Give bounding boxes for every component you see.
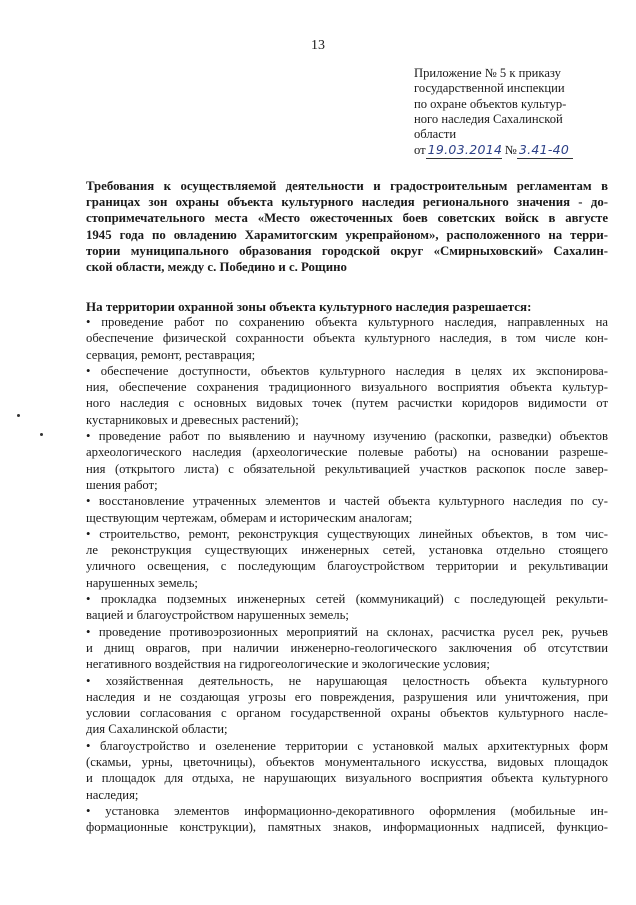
list-item — [86, 624, 608, 673]
list-item-line: сервация, ремонт, реставрация; — [86, 347, 256, 362]
list-item-line — [86, 591, 608, 607]
bullet-icon: • — [86, 624, 99, 639]
handwritten-date: 19.03.2014 — [427, 142, 503, 158]
permitted-activities-list — [86, 314, 608, 836]
list-item-line: вацией и благоустройством нарушенных земель; — [86, 608, 349, 623]
list-item — [86, 526, 608, 591]
scan-speck — [17, 414, 20, 417]
list-item-text: проведение работ по выявлению и научному изучению (раскопки, разведки) объектов — [98, 429, 608, 444]
bullet-icon: • — [86, 673, 106, 688]
bullet-icon: • — [86, 803, 106, 818]
appendix-line: области — [414, 127, 457, 142]
list-item-line: формационные конструкции), памятных знаков, информационных надписей, функцио- — [86, 820, 608, 835]
list-item-line: условии согласования с органом государственной охраны объектов культурного насле- — [86, 706, 608, 721]
list-item-line — [86, 363, 608, 379]
title-line: Требования к осуществляемой деятельности и градостроительным регламентам в — [86, 179, 608, 193]
list-item-line: археологического наследия (археологические полевые работы) на основании разреше- — [86, 445, 608, 460]
list-item-line — [86, 673, 608, 689]
list-item-line — [86, 526, 608, 542]
bullet-icon: • — [86, 363, 101, 378]
appendix-line: ного наследия Сахалинской — [414, 111, 563, 126]
list-item-line: кустарниковых и древесных растений); — [86, 412, 299, 427]
list-item-text: хозяйственная деятельность, не нарушающая целостность объекта культурного — [105, 673, 608, 688]
section-heading: На территории охранной зоны объекта культурного наследия разрешается: — [86, 299, 532, 314]
title-line: границах зон охраны объекта культурного наследия регионального значения - до- — [86, 195, 608, 210]
from-label: от — [414, 143, 426, 158]
list-item-line: ния (открытого листа) с обязательной рекультивацией участков раскопок после завер- — [86, 461, 608, 476]
list-item-text: строительство, ремонт, реконструкция существующих линейных объектов, в том чис- — [99, 526, 608, 541]
list-item-text: проведение работ по сохранению объекта культурного наследия, направленных на — [101, 315, 608, 329]
list-item-text: прокладка подземных инженерных сетей (коммуникаций) с последующей рекульти- — [100, 592, 608, 607]
list-item — [86, 363, 608, 428]
appendix-block — [414, 66, 624, 159]
list-item-line: и площадок для отдыха, не нарушающих визуального восприятия объекта культурного — [86, 771, 608, 786]
list-item-line: наследия и не создающая угрозы его повреждения, разрушения или уничтожения, при — [86, 689, 608, 704]
number-label: № — [504, 143, 517, 158]
list-item — [86, 591, 608, 624]
list-item-line — [86, 738, 608, 754]
list-item — [86, 428, 608, 493]
list-item — [86, 803, 608, 836]
title-line: стопримечательного места «Место ожесточенных боев советских войск в августе — [86, 211, 608, 226]
list-item-line: ществующим чертежам, обмерам и историческим аналогам; — [86, 510, 413, 525]
list-item-line: ния, обеспечение сохранения традиционного визуального восприятия объекта культур- — [86, 380, 608, 395]
list-item-line: шения работ; — [86, 477, 158, 492]
appendix-line: государственной инспекции — [414, 81, 565, 96]
bullet-icon: • — [86, 738, 101, 753]
list-item-line: обеспечение физической сохранности объекта культурного наследия, в том числе кон- — [86, 331, 608, 346]
list-item-line: наследия; — [86, 787, 139, 802]
list-item-line: и днищ оврагов, при наличии инженерно-геологического заключения об отсутствии — [86, 640, 608, 655]
bullet-icon: • — [86, 526, 100, 541]
list-item-text: восстановление утраченных элементов и частей объекта культурного наследия по су- — [98, 494, 608, 509]
page-number: 13 — [311, 38, 325, 53]
list-item-text: благоустройство и озеленение территории с установкой малых архитектурных форм — [100, 738, 608, 753]
title-line: 1945 года по овладению Харамитогским укрепрайоном», расположенного на терри- — [86, 227, 608, 242]
list-item-line: дия Сахалинской области; — [86, 722, 228, 737]
bullet-icon: • — [86, 592, 101, 607]
bullet-icon: • — [86, 494, 99, 509]
list-item-line: ле реконструкция существующих инженерных сетей, установка отдельно стоящего — [86, 543, 608, 558]
list-item-line — [86, 428, 608, 444]
bullet-icon: • — [86, 429, 99, 444]
appendix-line: Приложение № 5 к приказу — [414, 66, 561, 80]
list-item-text: обеспечение доступности, объектов культурного наследия в целях их экспонирова- — [100, 363, 608, 378]
scan-speck — [40, 433, 43, 436]
list-item-text: проведение противоэрозионных мероприятий на склонах, расчистка русел рек, ручьев — [98, 624, 608, 639]
list-item-line: негативного воздействия на гидрогеологические и экологические условия; — [86, 657, 490, 672]
list-item — [86, 673, 608, 738]
handwritten-number: 3.41-40 — [517, 142, 573, 158]
list-item-line — [86, 803, 608, 819]
list-item-line: нарушенных земель; — [86, 575, 198, 590]
list-item-line: ного наследия с основных видовых точек (путем расчистки коридоров видимости от — [86, 396, 608, 411]
list-item — [86, 314, 608, 363]
list-item-line — [86, 624, 608, 640]
list-item — [86, 493, 608, 526]
order-date-number — [414, 142, 624, 158]
list-item-text: установка элементов информационно-декоративного оформления (мобильные ин- — [105, 803, 608, 818]
document-title — [86, 178, 608, 275]
list-item-line: (скамьи, урны, цветочницы), объектов монументального искусства, видовых площадок — [86, 755, 608, 770]
list-item — [86, 738, 608, 803]
list-item-line — [86, 314, 608, 330]
appendix-line: по охране объектов культур- — [414, 96, 567, 111]
title-line: тории муниципального образования городской округ «Смирныховский» Сахалин- — [86, 243, 608, 258]
list-item-line: уличного освещения, с последующим благоустройством территории и рекультивации — [86, 559, 608, 574]
bullet-icon: • — [86, 315, 102, 329]
list-item-line — [86, 493, 608, 509]
title-line: ской области, между с. Победино и с. Рощино — [86, 260, 347, 275]
